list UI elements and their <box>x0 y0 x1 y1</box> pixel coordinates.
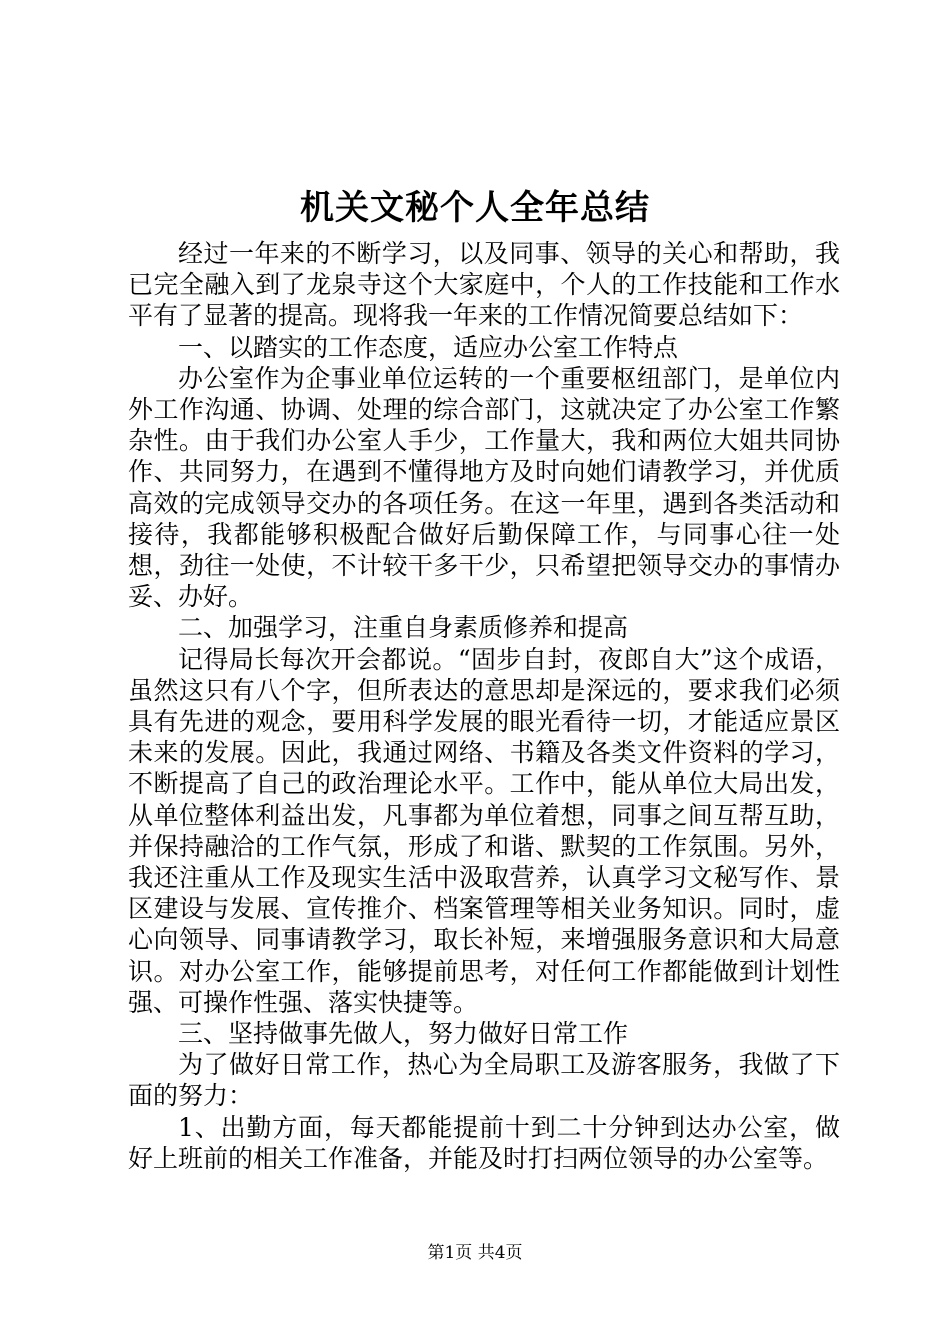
document-body <box>128 238 840 1174</box>
paragraph-item-1: 1、出勤方面，每天都能提前十到二十分钟到达办公室，做好上班前的相关工作准备，并能及时打扫两位领导的办公室等。 <box>128 1112 840 1173</box>
paragraph-section-1: 办公室作为企事业单位运转的一个重要枢纽部门，是单位内外工作沟通、协调、处理的综合部门，这就决定了办公室工作繁杂性。由于我们办公室人手少，工作量大，我和两位大姐共同协作、共同努力，在遇到不懂得地方及时向她们请教学习，并优质高效的完成领导交办的各项任务。在这一年里，遇到各类活动和接待，我都能够积极配合做好后勤保障工作，与同事心往一处想，劲往一处使，不计较干多干少，只希望把领导交办的事情办妥、办好。 <box>128 363 840 612</box>
section-heading-1: 一、以踏实的工作态度，适应办公室工作特点 <box>178 332 679 362</box>
paragraph-section-3: 为了做好日常工作，热心为全局职工及游客服务，我做了下面的努力： <box>128 1050 840 1111</box>
page-number-footer: 第1页 共4页 <box>427 1243 523 1263</box>
paragraph-intro: 经过一年来的不断学习，以及同事、领导的关心和帮助，我已完全融入到了龙泉寺这个大家庭中，个人的工作技能和工作水平有了显著的提高。现将我一年来的工作情况简要总结如下： <box>128 239 840 331</box>
paragraph-section-2: 记得局长每次开会都说。“固步自封，夜郎自大”这个成语，虽然这只有八个字，但所表达的意思却是深远的，要求我们必须具有先进的观念，要用科学发展的眼光看待一切，才能适应景区未来的发展。因此，我通过网络、书籍及各类文件资料的学习，不断提高了自己的政治理论水平。工作中，能从单位大局出发，从单位整体利益出发，凡事都为单位着想，同事之间互帮互助，并保持融洽的工作气氛，形成了和谐、默契的工作氛围。另外，我还注重从工作及现实生活中汲取营养，认真学习文秘写作、景区建设与发展、宣传推介、档案管理等相关业务知识。同时，虚心向领导、同事请教学习，取长补短，来增强服务意识和大局意识。对办公室工作，能够提前思考，对任何工作都能做到计划性强、可操作性强、落实快捷等。 <box>128 644 840 1017</box>
section-heading-3: 三、坚持做事先做人，努力做好日常工作 <box>178 1019 629 1049</box>
section-heading-2: 二、加强学习，注重自身素质修养和提高 <box>178 613 629 643</box>
document-title: 机关文秘个人全年总结 <box>300 188 650 228</box>
